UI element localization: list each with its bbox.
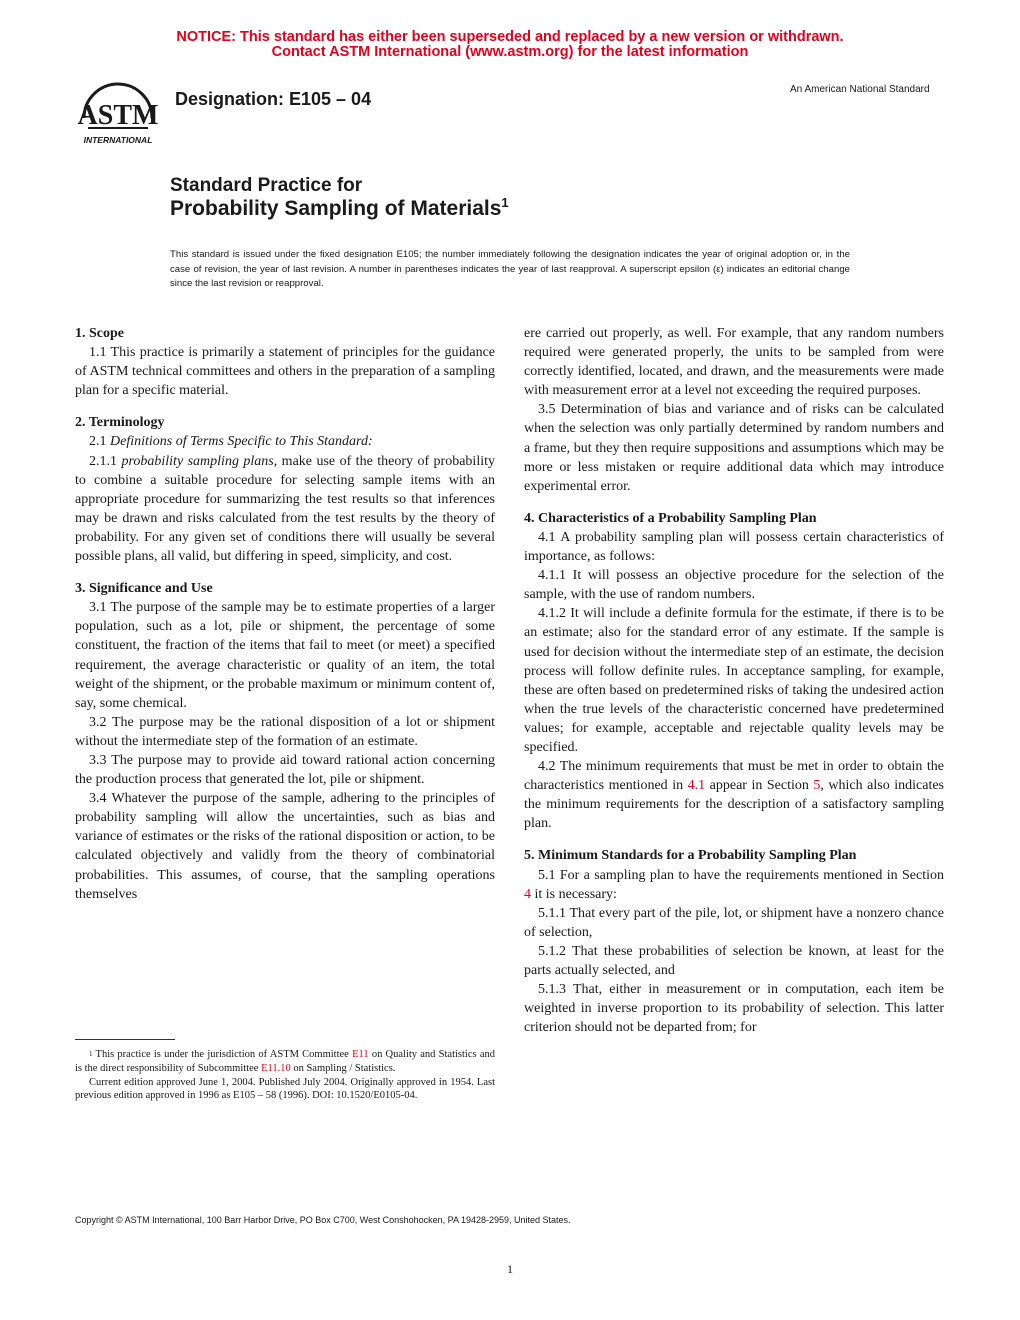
title-line-2 (170, 197, 509, 221)
committee-e11-link[interactable]: E11 (352, 1049, 369, 1060)
footnote-1: $^1$ This practice is under the jurisdiction of ASTM Committee E11 on Quality and Statistics and is the direct responsibility of Subcommittee E11.10 on Sampling / Statistics. (75, 1049, 495, 1074)
ref-4-1-link[interactable]: 4.1 (687, 778, 706, 794)
section-5-heading: 5. Minimum Standards for a Probability Sampling Plan (524, 848, 857, 864)
footnote-edition: Current edition approved June 1, 2004. Published July 2004. Originally approved in 1954. Last previous edition approved in 1996 as E105 – 58 (1996). DOI: 10.1520/E0105-04. (75, 1076, 495, 1102)
ref-section-5-link[interactable]: 5 (813, 778, 821, 794)
title-line-1: Standard Practice for (170, 175, 363, 196)
para-3-5: 3.5 Determination of bias and variance and of risks can be calculated when the selection was only partially determined by random numbers and a frame, but they then require suppositions and assumptions which may be more or less mistaken or require additional data which may introduce experimental error. (524, 402, 944, 494)
designation: Designation: E105 – 04 (175, 89, 372, 109)
para-4-1-2: 4.1.2 It will include a definite formula for the estimate, if there is to be an estimate; also for the standard error of any estimate. If the sample is used for decision without the intermediate step of an estimate, the decision process will follow definite rules. In acceptance sampling, for example, these are often based on predetermined risks of taking the undesired action when the true levels of the characteristic concerned have predetermined values; for example, acceptable and rejectable quality levels may be specified. (524, 606, 944, 755)
para-5-1-2: 5.1.2 That these probabilities of selection be known, at least for the parts actually selected, and (524, 943, 944, 978)
para-1-1: 1.1 This practice is primarily a statement of principles for the guidance of ASTM technical committees and others in the preparation of a sampling plan for a specific material. (75, 345, 495, 399)
ref-section-4-link[interactable]: 4 (524, 886, 531, 902)
para-3-2: 3.2 The purpose may be the rational disposition of a lot or shipment without the intermediate step of the formation of an estimate. (75, 714, 495, 749)
notice-line-2: Contact ASTM International (www.astm.org) for the latest information (271, 44, 749, 60)
american-national-standard: An American National Standard (790, 84, 930, 95)
section-3-heading: 3. Significance and Use (75, 581, 213, 597)
para-5-1-1: 5.1.1 That every part of the pile, lot, or shipment have a nonzero chance of selection, (524, 905, 944, 940)
para-2-1: 2.1 Definitions of Terms Specific to This Standard: (89, 434, 373, 450)
notice-line-1: NOTICE: This standard has either been superseded and replaced by a new version or withdrawn. (176, 29, 844, 45)
copyright: Copyright © ASTM International, 100 Barr Harbor Drive, PO Box C700, West Conshohocken, PA 19428-2959, United States. (75, 1215, 571, 1225)
title-text: Probability Sampling of Materials (170, 197, 502, 220)
right-column (524, 324, 944, 1037)
section-4-heading: 4. Characteristics of a Probability Sampling Plan (524, 510, 817, 526)
section-1-heading: 1. Scope (75, 326, 124, 341)
para-3-4-continued: ere carried out properly, as well. For example, that any random numbers required were generated properly, the units to be sampled from were correctly identified, located, and drawn, and the measurements were made with measurement error at a level not exceeding the required purposes. (524, 326, 944, 399)
para-3-1: 3.1 The purpose of the sample may be to estimate properties of a larger population, such as a lot, pile or shipment, the percentage of some constituent, the fraction of the items that fail to meet (or meet) a specified requirement, the average characteristic or quality of an item, the total weight of the shipment, or the probable maximum or minimum content of, say, some chemical. (75, 600, 495, 711)
title-footnote-ref: 1 (501, 195, 509, 210)
footnote-rule (75, 1039, 175, 1040)
astm-logo (74, 80, 162, 150)
para-5-1: 5.1 For a sampling plan to have the requirements mentioned in Section 4 it is necessary: (524, 867, 944, 902)
logo-subtext: INTERNATIONAL (83, 135, 153, 145)
subcommittee-e11-10-link[interactable]: E11.10 (261, 1062, 291, 1074)
para-5-1-3: 5.1.3 That, either in measurement or in computation, each item be weighted in inverse proportion to its probability of selection. This latter criterion should not be departed from; for (524, 982, 944, 1036)
para-4-1-1: 4.1.1 It will possess an objective procedure for the selection of the sample, with the use of random numbers. (524, 568, 944, 603)
para-2-1-1: 2.1.1 probability sampling plans, make use of the theory of probability to combine a suitable procedure for selecting sample items with an appropriate procedure for summarizing the test results so that inferences may be drawn and risks calculated from the test results by the theory of probability. For any given set of conditions there will usually be several possible plans, all valid, but differing in speed, simplicity, and cost. (75, 453, 495, 565)
para-3-4: 3.4 Whatever the purpose of the sample, adhering to the principles of probability sampling will allow the uncertainties, such as bias and variance of estimates or the risks of the rational disposition or action, to be calculated objectively and validly from the theory of combinatorial probabilities. This assumes, of course, that the sampling operations themselves (75, 791, 495, 902)
para-4-2: 4.2 The minimum requirements that must be met in order to obtain the characteristics mentioned in 4.1 appear in Section 5, which also indicates the minimum requirements for the description of a satisfactory sampling plan. (524, 759, 944, 832)
para-4-1: 4.1 A probability sampling plan will possess certain characteristics of importance, as follows: (524, 529, 944, 565)
left-column (75, 324, 495, 904)
preamble: This standard is issued under the fixed designation E105; the number immediately following the designation indicates the year of original adoption or, in the case of revision, the year of last revision. A number in parentheses indicates the year of last reapproval. A superscript epsilon (ε) indicates an editorial change since the last revision or reapproval. (170, 249, 850, 289)
para-3-3: 3.3 The purpose may to provide aid toward rational action concerning the production process that generated the lot, pile or shipment. (75, 752, 495, 788)
page-number: 1 (507, 1262, 513, 1276)
section-2-heading: 2. Terminology (75, 415, 165, 431)
footnote (75, 1048, 495, 1103)
logo-text: ASTM (77, 100, 159, 131)
